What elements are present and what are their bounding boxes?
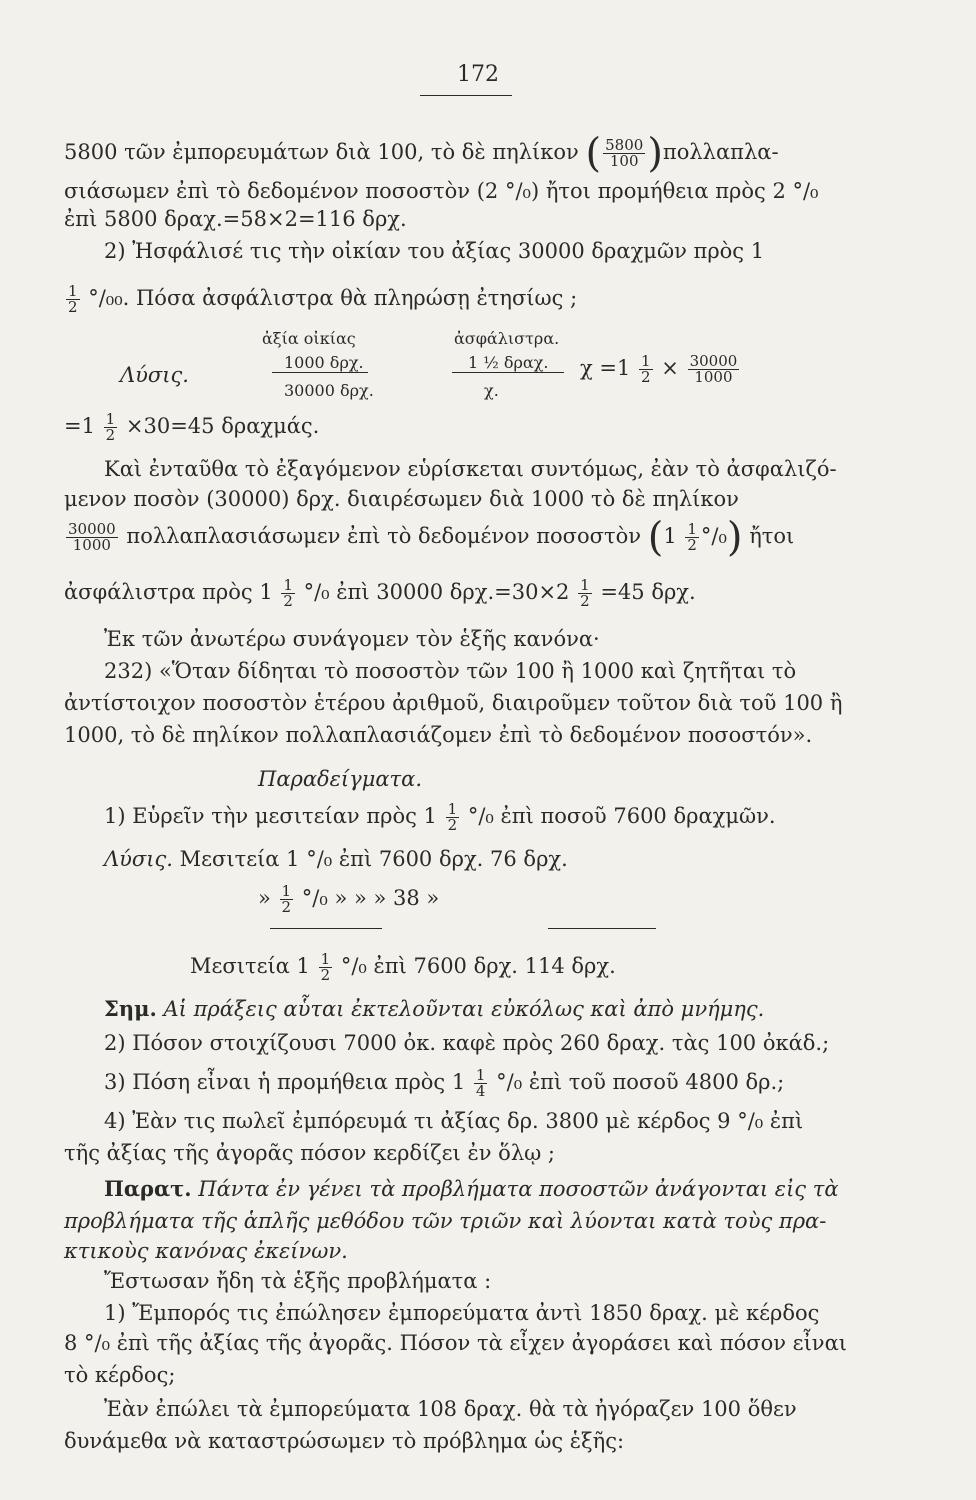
text: 1) Εὑρεῖν τὴν μεσιτείαν πρὸς 1 — [104, 804, 437, 828]
text-line-18 — [258, 884, 439, 915]
frac-num: 30000 — [68, 520, 116, 538]
frac-den: 2 — [68, 298, 78, 316]
frac-num: 1 — [281, 882, 292, 900]
frac-num: 1 — [68, 282, 78, 300]
text-line-11: Ἐκ τῶν ἀνωτέρω συνάγομεν τὸν ἑξῆς κανόνα· — [104, 627, 600, 651]
text: 5800 τῶν ἐμπορευμάτων διὰ 100, τὸ δὲ πηλίκον — [64, 140, 579, 164]
text: °/₀ ἐπὶ τοῦ ποσοῦ 4800 δρ.; — [496, 1070, 785, 1094]
text-line-25 — [104, 1176, 839, 1202]
multiply-sign: × — [661, 356, 679, 380]
frac-num: 1 — [283, 576, 293, 594]
frac-num: 1 — [687, 520, 697, 538]
text-line-29: 1) Ἔμπορός τις ἐπώλησεν ἐμπορεύματα ἀντὶ 1850 δραχ. μὲ κέρδος — [104, 1301, 820, 1325]
text: » — [258, 886, 271, 910]
text-line-23: 4) Ἐὰν τις πωλεῖ ἐμπόρευμά τι ἀξίας δρ. 3800 μὲ κέρδος 9 °/₀ ἐπὶ — [104, 1109, 804, 1133]
frac-den: 100 — [609, 152, 639, 170]
text: πολλαπλα- — [662, 140, 779, 164]
text-line-4: 2) Ἠσφάλισέ τις τὴν οἰκίαν του ἀξίας 30000 δραχμῶν πρὸς 1 — [104, 239, 765, 263]
fraction-half — [280, 884, 294, 915]
text: °/₀ ἐπὶ 7600 δρχ. 114 δρχ. — [340, 954, 616, 978]
paren-close: ) — [726, 514, 743, 561]
frac-den: 2 — [283, 592, 293, 610]
text: Πάντα ἐν γένει τὰ προβλήματα ποσοστῶν ἀνάγονται εἰς τὰ — [198, 1177, 839, 1201]
text: 1 — [663, 524, 677, 548]
text-line-19 — [190, 952, 616, 983]
text-line-7: Καὶ ἐνταῦθα τὸ ἐξαγόμενον εὑρίσκεται συντόμως, ἐὰν τὸ ἀσφαλιζό- — [104, 457, 837, 481]
section-heading-examples: Παραδείγματα. — [258, 767, 423, 791]
frac-den: 2 — [320, 966, 331, 984]
frac-den: 2 — [580, 592, 590, 610]
note-label: Σημ. — [104, 996, 157, 1021]
solution-rule-right — [452, 372, 564, 373]
frac-num: 1 — [580, 576, 590, 594]
sum-rule-right — [548, 928, 656, 929]
fraction-half — [685, 522, 699, 553]
frac-den: 1000 — [72, 536, 111, 554]
text-line-1 — [64, 130, 779, 177]
frac-num: 1 — [320, 950, 331, 968]
frac-num: 1 — [641, 352, 651, 370]
frac-den: 1000 — [694, 368, 733, 386]
frac-num: 5800 — [605, 136, 644, 154]
text-line-17 — [104, 846, 568, 872]
solution-label: Λύσις. — [120, 363, 189, 387]
solution-row1-right: 1 ½ δραχ. — [468, 353, 549, 372]
remark-label: Παρατ. — [104, 1176, 192, 1201]
text: Μεσιτεία 1 °/₀ ἐπὶ 7600 δρχ. 76 δρχ. — [179, 847, 568, 871]
text: =1 — [64, 414, 95, 438]
text: °/₀ ἐπὶ ποσοῦ 7600 δραχμῶν. — [467, 804, 776, 828]
text-line-22 — [104, 1068, 784, 1099]
text-line-10 — [64, 578, 696, 609]
frac-den: 2 — [641, 368, 651, 386]
text-line-21: 2) Πόσον στοιχίζουσι 7000 ὀκ. καφὲ πρὸς 260 δραχ. τὰς 100 ὀκάδ.; — [104, 1031, 830, 1055]
text-line-12: 232) «Ὅταν δίδηται τὸ ποσοστὸν τῶν 100 ἢ 1000 καὶ ζητῆται τὸ — [104, 659, 797, 683]
page-number: 172 — [457, 62, 499, 87]
text-line-6 — [64, 412, 319, 443]
text-line-26: προβλήματα τῆς ἁπλῆς μεθόδου τῶν τριῶν καὶ λύονται κατὰ τοὺς πρα- — [64, 1209, 827, 1233]
fraction-half — [578, 578, 592, 609]
text-line-2: σιάσωμεν ἐπὶ τὸ δεδομένον ποσοστὸν (2 °/₀) ἤτοι προμήθεια πρὸς 2 °/₀ — [64, 179, 819, 203]
solution-header-right: ἀσφάλιστρα. — [454, 329, 560, 348]
text: ἤτοι — [749, 524, 795, 548]
text: °/₀₀. Πόσα ἀσφάλιστρα θὰ πληρώσῃ ἐτησίως ; — [88, 286, 578, 310]
frac-num: 1 — [447, 800, 458, 818]
text-line-5 — [64, 284, 577, 315]
text-line-24: τῆς ἀξίας τῆς ἀγορᾶς πόσον κερδίζει ἐν ὅλῳ ; — [64, 1141, 556, 1165]
text-line-14: 1000, τὸ δὲ πηλίκον πολλαπλασιάζομεν ἐπὶ τὸ δεδομένον ποσοστόν». — [64, 723, 813, 747]
paren-open: ( — [585, 130, 602, 177]
text-line-31: τὸ κέρδος; — [64, 1363, 176, 1387]
text: πολλαπλασιάσωμεν ἐπὶ τὸ δεδομένον ποσοστὸν — [126, 524, 642, 548]
text: °/₀ ἐπὶ 30000 δρχ.=30×2 — [303, 580, 570, 604]
frac-den: 2 — [447, 816, 458, 834]
solution-row2-left: 30000 δρχ. — [284, 381, 374, 400]
fraction-half — [281, 578, 295, 609]
text: Μεσιτεία 1 — [190, 954, 310, 978]
frac-den: 2 — [281, 898, 292, 916]
text-line-20 — [104, 996, 764, 1022]
header-rule — [420, 95, 512, 96]
text: °/₀ — [700, 524, 727, 548]
fraction-30000-1000 — [66, 522, 118, 553]
text: °/₀ » » » 38 » — [301, 886, 440, 910]
solution-row1-left: 1000 δρχ. — [284, 353, 364, 372]
text: ×30=45 δραχμάς. — [125, 414, 320, 438]
frac-num: 30000 — [689, 352, 738, 370]
text-line-33: δυνάμεθα νὰ καταστρώσωμεν τὸ πρόβλημα ὡς ἑξῆς: — [64, 1429, 625, 1453]
fraction-half — [446, 802, 460, 833]
solution-label: Λύσις. — [104, 847, 173, 871]
text: =45 δρχ. — [600, 580, 696, 604]
text: 3) Πόση εἶναι ἡ προμήθεια πρὸς 1 — [104, 1070, 466, 1094]
solution-row2-right: χ. — [484, 381, 499, 400]
frac-den: 4 — [475, 1082, 486, 1100]
text-line-28: Ἔστωσαν ἤδη τὰ ἑξῆς προβλήματα : — [104, 1269, 492, 1293]
paren-close: ) — [647, 130, 663, 177]
fraction-30000-1000 — [688, 354, 740, 385]
text-line-9 — [64, 514, 795, 561]
text-line-13: ἀντίστοιχον ποσοστὸν ἑτέρου ἀριθμοῦ, διαιροῦμεν τοῦτον διὰ τοῦ 100 ἢ — [64, 691, 843, 715]
frac-den: 2 — [687, 536, 697, 554]
fraction-half — [319, 952, 333, 983]
fraction-half — [66, 284, 80, 315]
frac-num: 1 — [475, 1066, 486, 1084]
text: χ =1 — [580, 356, 631, 380]
fraction-5800-100 — [603, 138, 645, 169]
solution-equation — [580, 354, 741, 385]
fraction-quarter — [474, 1068, 488, 1099]
sum-rule-left — [270, 928, 382, 929]
solution-header-left: ἀξία οἰκίας — [262, 329, 356, 348]
frac-den: 2 — [105, 426, 116, 444]
paren-open: ( — [647, 514, 664, 561]
text-line-16 — [104, 802, 776, 833]
text: ἀσφάλιστρα πρὸς 1 — [64, 580, 273, 604]
solution-rule-left — [272, 372, 368, 373]
text-line-30: 8 °/₀ ἐπὶ τῆς ἀξίας τῆς ἀγορᾶς. Πόσον τὰ εἶχεν ἀγοράσει καὶ πόσον εἶναι — [64, 1331, 847, 1355]
frac-num: 1 — [105, 410, 116, 428]
fraction-half — [639, 354, 653, 385]
text-line-27: κτικοὺς κανόνας ἐκείνων. — [64, 1239, 348, 1263]
text-line-3: ἐπὶ 5800 δραχ.=58×2=116 δρχ. — [64, 207, 407, 231]
text-line-32: Ἐὰν ἐπώλει τὰ ἐμπορεύματα 108 δραχ. θὰ τὰ ἠγόραζεν 100 ὅθεν — [104, 1397, 797, 1421]
fraction-half — [104, 412, 118, 443]
text-line-8: μενον ποσὸν (30000) δρχ. διαιρέσωμεν διὰ 1000 τὸ δὲ πηλίκον — [64, 487, 739, 511]
text: Αἱ πράξεις αὗται ἐκτελοῦνται εὐκόλως καὶ ἀπὸ μνήμης. — [163, 997, 765, 1021]
